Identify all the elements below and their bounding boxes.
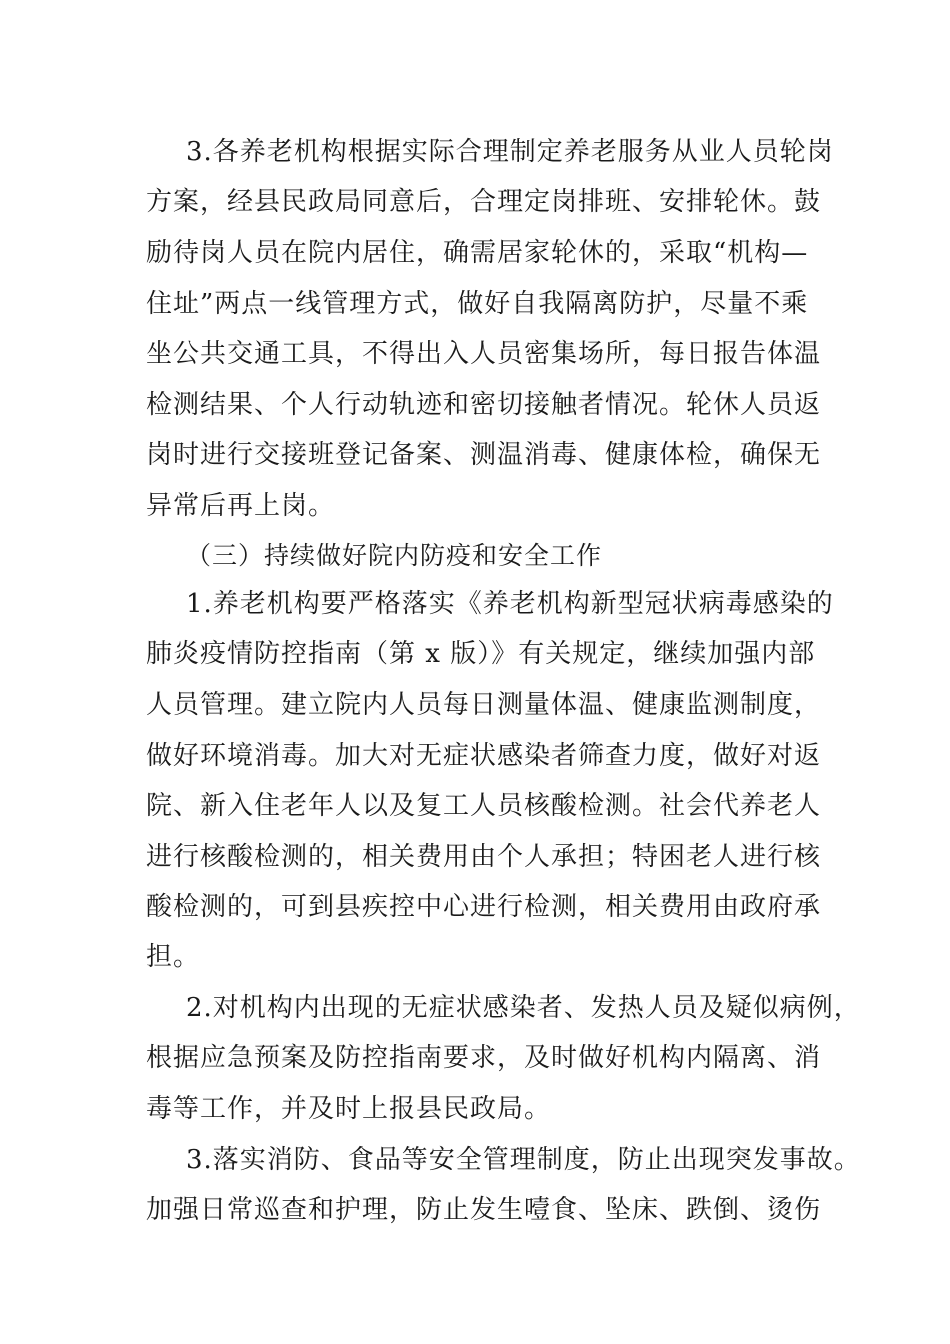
paragraph-line: 加强日常巡查和护理，防止发生噎食、坠床、跌倒、烫伤: [146, 1195, 822, 1225]
paragraph-line: 方案，经县民政局同意后，合理定岗排班、安排轮休。鼓: [146, 187, 822, 217]
paragraph-line: 2.对机构内出现的无症状感染者、发热人员及疑似病例，: [186, 993, 861, 1023]
paragraph-line: 肺炎疫情防控指南（第 x 版）》有关规定，继续加强内部: [146, 639, 816, 669]
section-heading: （三）持续做好院内防疫和安全工作: [186, 541, 603, 570]
paragraph-line: 励待岗人员在院内居住，确需居家轮休的，采取“机构—: [146, 238, 809, 268]
paragraph-line: 毒等工作，并及时上报县民政局。: [146, 1094, 552, 1124]
paragraph-line: 1.养老机构要严格落实《养老机构新型冠状病毒感染的: [186, 589, 834, 619]
paragraph-line: 检测结果、个人行动轨迹和密切接触者情况。轮休人员返: [146, 390, 822, 420]
paragraph-line: 岗时进行交接班登记备案、测温消毒、健康体检，确保无: [146, 440, 822, 470]
paragraph-line: 坐公共交通工具，不得出入人员密集场所，每日报告体温: [146, 339, 822, 369]
paragraph-line: 院、新入住老年人以及复工人员核酸检测。社会代养老人: [146, 791, 822, 821]
paragraph-line: 酸检测的，可到县疾控中心进行检测，相关费用由政府承: [146, 892, 822, 922]
paragraph-line: 3.落实消防、食品等安全管理制度，防止出现突发事故。: [186, 1145, 861, 1175]
paragraph-line: 根据应急预案及防控指南要求，及时做好机构内隔离、消: [146, 1043, 822, 1073]
paragraph-line: 人员管理。建立院内人员每日测量体温、健康监测制度，: [146, 690, 822, 720]
paragraph-line: 担。: [146, 942, 201, 972]
paragraph-line: 做好环境消毒。加大对无症状感染者筛查力度，做好对返: [146, 741, 822, 771]
paragraph-line: 进行核酸检测的，相关费用由个人承担；特困老人进行核: [146, 842, 822, 872]
paragraph-line: 3.各养老机构根据实际合理制定养老服务从业人员轮岗: [186, 137, 834, 167]
paragraph-line: 异常后再上岗。: [146, 491, 336, 521]
paragraph-line: 住址”两点一线管理方式，做好自我隔离防护，尽量不乘: [146, 289, 809, 319]
